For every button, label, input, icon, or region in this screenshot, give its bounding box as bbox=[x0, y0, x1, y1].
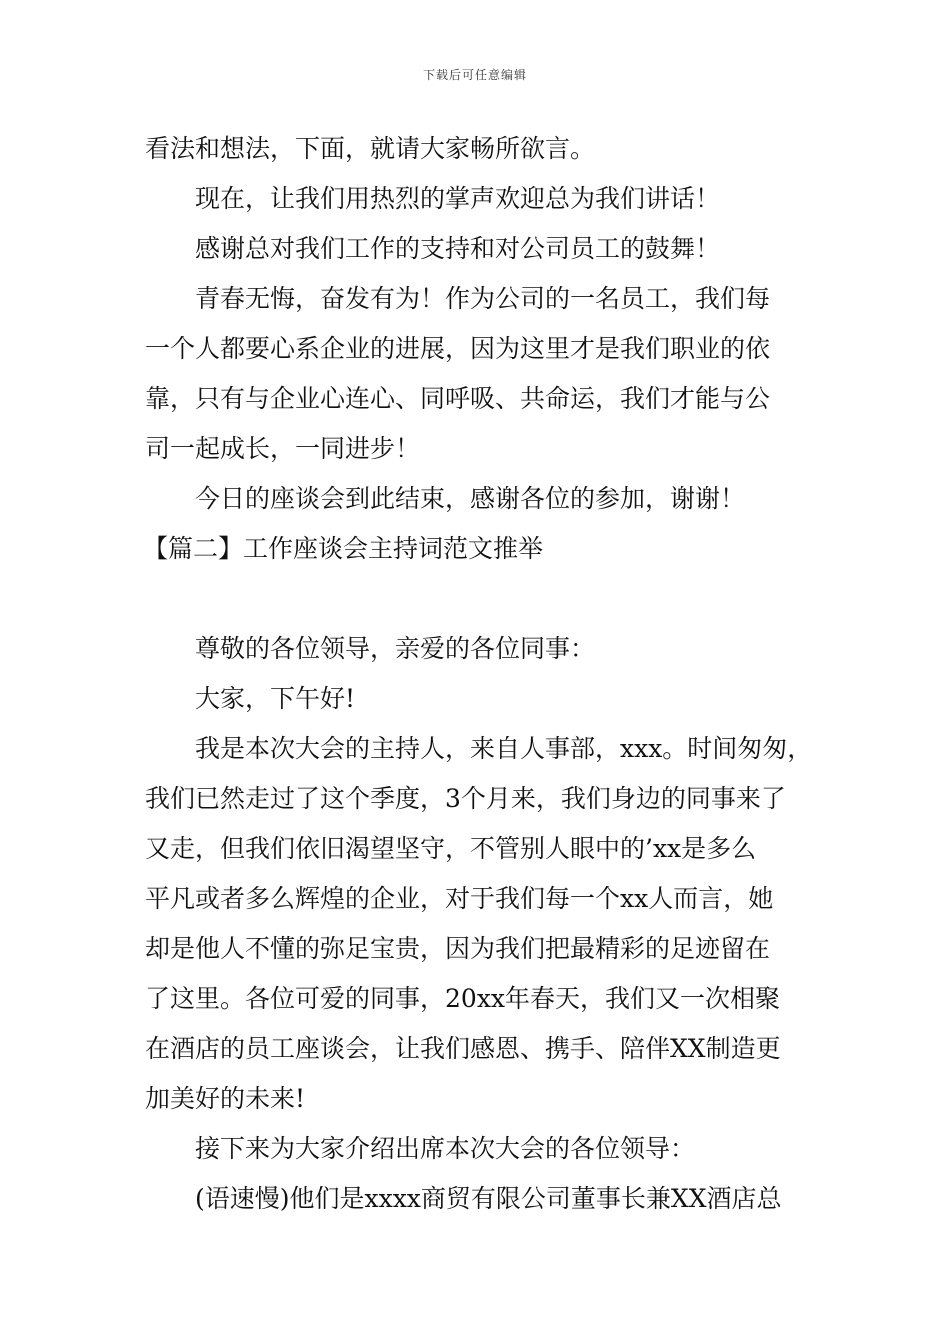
paragraph-line: 了这里。各位可爱的同事，20xx年春天，我们又一次相聚 bbox=[145, 984, 781, 1013]
blank-spacer bbox=[145, 574, 810, 624]
document-body bbox=[143, 124, 813, 1224]
page-header-note: 下载后可任意编辑 bbox=[422, 68, 527, 82]
paragraph-line: 又走，但我们依旧渴望坚守，不管别人眼中的’xx是多么 bbox=[145, 834, 757, 863]
paragraph-line: 加美好的未来! bbox=[145, 1084, 306, 1113]
paragraph-line: 接下来为大家介绍出席本次大会的各位领导： bbox=[195, 1134, 696, 1163]
paragraph-line: 一个人都要心系企业的进展，因为这里才是我们职业的依 bbox=[145, 334, 771, 363]
paragraph-line: 靠，只有与企业心连心、同呼吸、共命运，我们才能与公 bbox=[145, 384, 771, 413]
paragraph-line: 在酒店的员工座谈会，让我们感恩、携手、陪伴XX制造更 bbox=[145, 1034, 781, 1063]
paragraph-line: 司一起成长，一同进步！ bbox=[145, 434, 421, 463]
paragraph-line: 现在，让我们用热烈的掌声欢迎总为我们讲话！ bbox=[195, 184, 721, 213]
paragraph-line: 平凡或者多么辉煌的企业，对于我们每一个xx人而言，她 bbox=[145, 884, 774, 913]
paragraph-line: 尊敬的各位领导，亲爱的各位同事： bbox=[195, 634, 596, 663]
paragraph-line: (语速慢)他们是xxxx商贸有限公司董事长兼XX酒店总 bbox=[195, 1184, 782, 1213]
paragraph-line: 我是本次大会的主持人，来自人事部，xxx。时间匆匆， bbox=[195, 734, 813, 763]
paragraph-line: 却是他人不懂的弥足宝贵，因为我们把最精彩的足迹留在 bbox=[145, 934, 771, 963]
paragraph-line: 我们已然走过了这个季度，3个月来，我们身边的同事来了 bbox=[145, 784, 786, 813]
paragraph-line: 今日的座谈会到此结束，感谢各位的参加，谢谢！ bbox=[195, 484, 746, 513]
paragraph-line: 大家，下午好! bbox=[195, 684, 356, 713]
paragraph-line: 感谢总对我们工作的支持和对公司员工的鼓舞！ bbox=[195, 234, 721, 263]
paragraph-line: 青春无悔，奋发有为！作为公司的一名员工，我们每 bbox=[195, 284, 771, 313]
section-heading: 【篇二】工作座谈会主持词范文推举 bbox=[143, 534, 544, 563]
paragraph-line: 看法和想法，下面，就请大家畅所欲言。 bbox=[145, 134, 596, 163]
